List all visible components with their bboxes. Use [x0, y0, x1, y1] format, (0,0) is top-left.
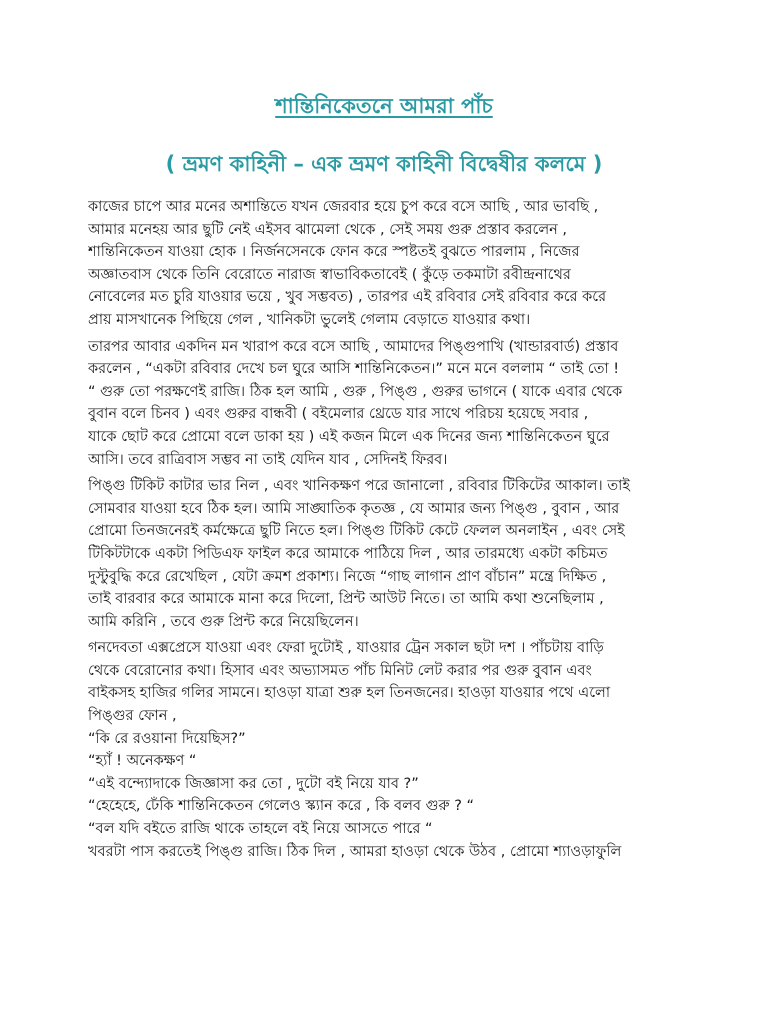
text-line: “কি রে রওয়ানা দিয়েছিস?” [88, 730, 246, 747]
paragraph [88, 336, 728, 472]
text-line: সোমবার যাওয়া হবে ঠিক হল। আমি সাঙ্ঘাতিক কৃতজ্ঞ , যে আমার জন্য পিঙ্গু , বুবান , আর [88, 500, 620, 517]
text-line: কাজের চাপে আর মনের অশান্তিতে যখন জেরবার হয়ে চুপ করে বসে আছি , আর ভাবছি , [88, 199, 599, 215]
text-line: করলেন , “একটা রবিবার দেখে চল ঘুরে আসি শান্তিনিকেতন।” মনে মনে বললাম “ তাই তো ! [88, 361, 620, 378]
text-line: আমি করিনি , তবে গুরু প্রিন্ট করে নিয়েছিলেন। [88, 613, 359, 630]
page-title: শান্তিনিকেতনে আমরা পাঁচ [275, 94, 493, 118]
page-subtitle: ( ভ্রমণ কাহিনী – এক ভ্রমণ কাহিনী বিদ্বেষীর কলমে ) [165, 152, 603, 176]
text-line: যাকে ছোট করে প্রোমো বলে ডাকা হয় ) এই কজন মিলে এক দিনের জন্য শান্তিনিকেতন ঘুরে [88, 428, 610, 445]
text-line: প্রায় মাসখানেক পিছিয়ে গেল , খানিকটা ভুলেই গেলাম বেড়াতে যাওয়ার কথা। [88, 311, 531, 328]
paragraph [88, 637, 728, 863]
text-line: পিঙ্গু টিকিট কাটার ভার নিল , এবং খানিকক্ষণ পরে জানালো , রবিবার টিকিটের আকাল। তাই [88, 478, 630, 495]
text-line: থেকে বেরোনোর কথা। হিসাব এবং অভ্যাসমত পাঁচ মিনিট লেট করার পর গুরু বুবান এবং [88, 662, 592, 679]
paragraph [88, 196, 728, 332]
text-line: আসি। তবে রাত্রিবাস সম্ভব না তাই যেদিন যাব , সেদিনই ফিরব। [88, 451, 448, 468]
paragraph [88, 475, 728, 633]
article-body [88, 196, 728, 863]
text-line: খবরটা পাস করতেই পিঙ্গু রাজি। ঠিক দিল , আমরা হাওড়া থেকে উঠব , প্রোমো শ্যাওড়াফুলি [88, 843, 622, 860]
text-line: আমার মনেহয় আর ছুটি নেই এইসব ঝামেলা থেকে , সেই সময় গুরু প্রস্তাব করলেন , [88, 221, 568, 238]
text-line: “হ্যাঁ ! অনেকক্ষণ “ [88, 753, 197, 770]
text-line: বুবান বলে চিনব ) এবং গুরুর বান্ধবী ( বইমেলার থ্রেডে যার সাথে পরিচয় হয়েছে সবার , [88, 406, 589, 423]
text-line: প্রোমো তিনজনেরই কর্মক্ষেত্রে ছুটি নিতে হল। পিঙ্গু টিকিট কেটে ফেলল অনলাইন , এবং সেই [88, 523, 625, 540]
text-line: গনদেবতা এক্সপ্রেসে যাওয়া এবং ফেরা দুটোই , যাওয়ার ট্রেন সকাল ছটা দশ । পাঁচটায় বাড়ি [88, 640, 604, 657]
text-line: টিকিটটাকে একটা পিডিএফ ফাইল করে আমাকে পাঠিয়ে দিল , আর তারমধ্যে একটা কচিমত [88, 545, 608, 562]
text-line: শান্তিনিকেতন যাওয়া হোক । নির্জনসেনকে ফোন করে স্পষ্টতই বুঝতে পারলাম , নিজের [88, 244, 580, 261]
text-line: তাই বারবার করে আমাকে মানা করে দিলো, প্রিন্ট আউট নিতে। তা আমি কথা শুনেছিলাম , [88, 591, 604, 608]
text-line: দুস্টুবুদ্ধি করে রেখেছিল , যেটা ক্রমশ প্রকাশ্য। নিজে “গাছ লাগান প্রাণ বাঁচান” মন্ত্রে দিক্ষিত , [88, 568, 607, 585]
text-line: তারপর আবার একদিন মন খারাপ করে বসে আছি , আমাদের পিঙ্গুপাখি (খান্ডারবার্ড) প্রস্তাব [88, 338, 619, 355]
text-line: অজ্ঞাতবাস থেকে তিনি বেরোতে নারাজ স্বাভাবিকতাবেই ( কুঁড়ে তকমাটা রবীন্দ্রনাথের [88, 266, 571, 283]
text-line: “ গুরু তো পরক্ষণেই রাজি। ঠিক হল আমি , গুরু , পিঙ্গু , গুরুর ভাগনে ( যাকে এবার থেকে [88, 383, 623, 400]
text-line: বাইকসহ হাজির গলির সামনে। হাওড়া যাত্রা শুরু হল তিনজনের। হাওড়া যাওয়ার পথে এলো [88, 685, 611, 702]
text-line: পিঙ্গুর ফোন , [88, 708, 177, 725]
text-line: নোবেলের মত চুরি যাওয়ার ভয়ে , খুব সম্ভবত) , তারপর এই রবিবার সেই রবিবার করে করে [88, 289, 607, 306]
text-line: “হেহেহে, ঢেঁকি শান্তিনিকেতন গেলেও স্ক্যান করে , কি বলব গুরু ? “ [88, 798, 475, 815]
text-line: “বল যদি বইতে রাজি থাকে তাহলে বই নিয়ে আসতে পারে “ [88, 821, 433, 838]
text-line: “এই বন্দ্যোদাকে জিজ্ঞাসা কর তো , দুটো বই নিয়ে যাব ?” [88, 775, 419, 792]
